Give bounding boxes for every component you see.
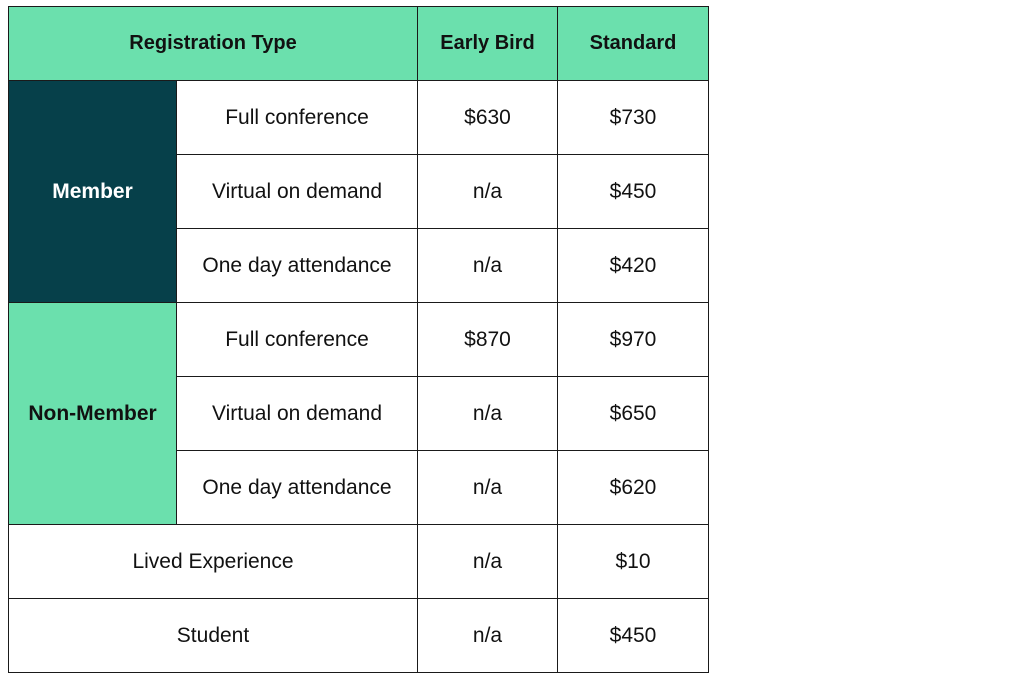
group-label-non-member: Non-Member [9,303,177,525]
early-bird-price-cell: $870 [418,303,558,377]
registration-type-cell: Virtual on demand [177,155,418,229]
early-bird-price-cell: n/a [418,451,558,525]
registration-type-cell: Virtual on demand [177,377,418,451]
standard-price-cell: $420 [558,229,709,303]
registration-type-cell: Full conference [177,303,418,377]
early-bird-price-cell: n/a [418,155,558,229]
early-bird-price-cell: n/a [418,377,558,451]
standard-price-cell: $10 [558,525,709,599]
header-registration-type: Registration Type [9,7,418,81]
group-label-member: Member [9,81,177,303]
standard-price-cell: $730 [558,81,709,155]
table-row [9,525,709,599]
standard-price-cell: $620 [558,451,709,525]
registration-type-cell: One day attendance [177,229,418,303]
early-bird-price-cell: n/a [418,229,558,303]
standard-price-cell: $450 [558,599,709,673]
early-bird-price-cell: n/a [418,599,558,673]
early-bird-price-cell: n/a [418,525,558,599]
registration-type-cell-lived-experience: Lived Experience [9,525,418,599]
table-row [9,303,709,377]
table-row [9,599,709,673]
header-standard: Standard [558,7,709,81]
standard-price-cell: $970 [558,303,709,377]
registration-pricing-table [8,6,709,673]
registration-type-cell: Full conference [177,81,418,155]
registration-type-cell-student: Student [9,599,418,673]
early-bird-price-cell: $630 [418,81,558,155]
standard-price-cell: $650 [558,377,709,451]
table-row [9,81,709,155]
table-header-row [9,7,709,81]
registration-type-cell: One day attendance [177,451,418,525]
standard-price-cell: $450 [558,155,709,229]
header-early-bird: Early Bird [418,7,558,81]
